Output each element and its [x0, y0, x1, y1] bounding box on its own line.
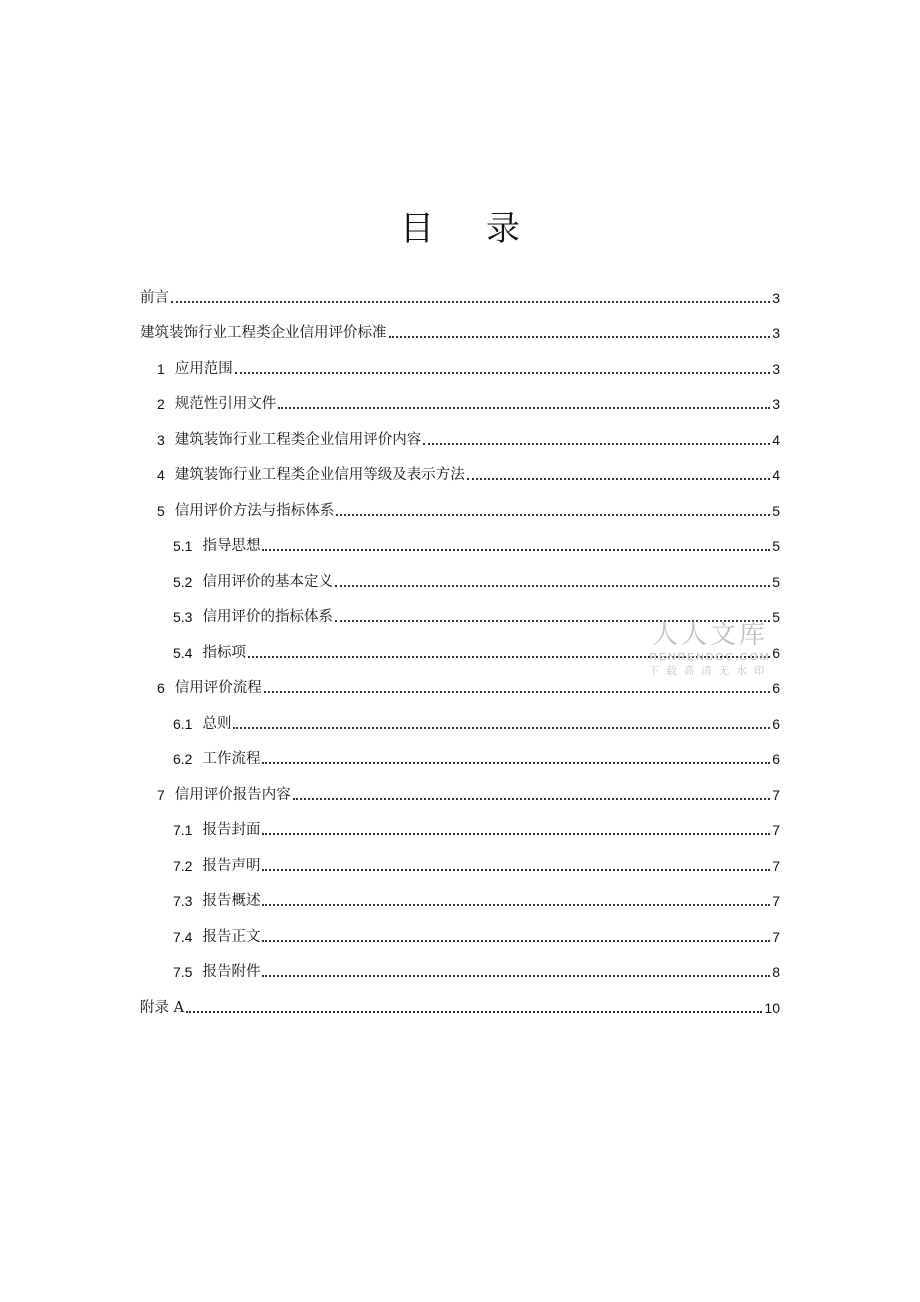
toc-entry-number: 6	[157, 680, 165, 696]
toc-entry-number: 1	[157, 360, 165, 377]
toc-entry-page: 10	[764, 999, 780, 1016]
toc-entry-number: 5.1	[173, 538, 193, 554]
dot-leader	[293, 796, 770, 800]
toc-entry-number: 5.4	[173, 644, 193, 661]
dot-leader	[335, 583, 770, 587]
toc-entry[interactable]	[140, 911, 780, 947]
toc-entry-title: 总则	[202, 715, 232, 732]
toc-entry[interactable]	[140, 876, 780, 912]
toc-entry-page: 7	[772, 893, 780, 909]
toc-entry-number: 2	[157, 396, 165, 412]
toc-entry[interactable]	[140, 947, 780, 983]
toc-entry-page: 7	[772, 928, 780, 945]
toc-entry[interactable]	[140, 663, 780, 699]
dot-leader	[262, 938, 770, 942]
toc-entry-title: 建筑装饰行业工程类企业信用评价标准	[140, 325, 387, 341]
dot-leader	[262, 760, 770, 764]
dot-leader	[262, 547, 770, 551]
toc-entry-title: 报告概述	[202, 893, 261, 909]
toc-entry-number: 7.2	[173, 857, 193, 874]
toc-entry[interactable]	[140, 485, 780, 521]
toc-entry-number: 4	[157, 467, 165, 483]
toc-entry-page: 3	[772, 396, 780, 412]
toc-entry-page: 5	[772, 502, 780, 519]
toc-entry-page: 7	[772, 857, 780, 874]
toc-entry-number: 7	[157, 786, 165, 803]
toc-entry[interactable]	[140, 556, 780, 592]
dot-leader	[262, 973, 770, 977]
toc-entry-number: 7.4	[173, 928, 193, 945]
toc-entry[interactable]	[140, 379, 780, 415]
dot-leader	[278, 405, 770, 409]
toc-entry-page: 4	[772, 467, 780, 483]
watermark-brand: 人人文库	[651, 620, 768, 650]
toc-entry-title: 工作流程	[202, 751, 261, 767]
table-of-contents	[140, 272, 780, 1018]
toc-entry-title: 指标项	[202, 644, 246, 661]
toc-entry-title: 前言	[140, 289, 169, 306]
toc-entry-number: 7.3	[173, 893, 193, 909]
dot-leader	[235, 370, 770, 374]
toc-entry-page: 7	[772, 786, 780, 803]
dot-leader	[262, 902, 770, 906]
toc-entry-title: 指导思想	[202, 538, 261, 554]
watermark-tagline: 下载高清无水印	[648, 665, 772, 677]
dot-leader	[233, 725, 770, 729]
toc-entry-number: 3	[157, 431, 165, 448]
watermark-domain: RENRENDOC.COM	[649, 651, 771, 663]
toc-entry[interactable]	[140, 521, 780, 557]
toc-entry[interactable]	[140, 343, 780, 379]
toc-entry-title: 规范性引用文件	[174, 396, 277, 412]
toc-entry[interactable]	[140, 982, 780, 1018]
toc-entry-number: 7.1	[173, 822, 193, 838]
toc-entry-title: 报告附件	[202, 964, 261, 980]
toc-entry[interactable]	[140, 450, 780, 486]
toc-entry[interactable]	[140, 308, 780, 344]
dot-leader	[336, 512, 770, 516]
toc-entry-page: 6	[772, 680, 780, 696]
toc-entry-page: 5	[772, 609, 780, 625]
toc-entry[interactable]	[140, 840, 780, 876]
dot-leader	[335, 618, 770, 622]
dot-leader	[248, 654, 770, 658]
dot-leader	[389, 334, 771, 338]
toc-entry-number: 7.5	[173, 964, 193, 980]
toc-entry-number: 5	[157, 502, 165, 519]
dot-leader	[171, 299, 770, 303]
toc-entry-page: 5	[772, 573, 780, 590]
toc-entry-title: 建筑装饰行业工程类企业信用评价内容	[174, 431, 422, 448]
toc-entry-title: 报告正文	[202, 928, 261, 945]
toc-entry-page: 7	[772, 822, 780, 838]
toc-entry-page: 3	[772, 289, 780, 306]
toc-entry-title: 信用评价的基本定义	[202, 573, 333, 590]
dot-leader	[262, 831, 770, 835]
toc-entry-page: 3	[772, 325, 780, 341]
toc-entry-number: 5.3	[173, 609, 193, 625]
toc-entry-page: 6	[772, 644, 780, 661]
dot-leader	[262, 867, 770, 871]
toc-entry-number: 6.2	[173, 751, 193, 767]
toc-entry-page: 8	[772, 964, 780, 980]
toc-entry-page: 6	[772, 715, 780, 732]
dot-leader	[423, 441, 770, 445]
toc-entry[interactable]	[140, 698, 780, 734]
toc-entry-title: 报告封面	[202, 822, 261, 838]
toc-entry-title: 应用范围	[174, 360, 233, 377]
toc-entry-title: 信用评价报告内容	[174, 786, 291, 803]
toc-entry-number: 6.1	[173, 715, 193, 732]
toc-entry-page: 6	[772, 751, 780, 767]
toc-entry-page: 4	[772, 431, 780, 448]
dot-leader	[467, 476, 770, 480]
toc-entry[interactable]	[140, 272, 780, 308]
toc-entry-title: 建筑装饰行业工程类企业信用等级及表示方法	[174, 467, 465, 483]
toc-entry-title: 附录 A	[140, 999, 185, 1016]
toc-entry-page: 3	[772, 360, 780, 377]
toc-entry[interactable]	[140, 627, 780, 663]
toc-entry-title: 信用评价流程	[174, 680, 262, 696]
page-title: 目录	[400, 208, 572, 249]
toc-entry[interactable]	[140, 805, 780, 841]
dot-leader	[186, 1009, 762, 1013]
toc-entry-number: 5.2	[173, 573, 193, 590]
toc-entry-page: 5	[772, 538, 780, 554]
toc-entry-title: 信用评价的指标体系	[202, 609, 333, 625]
dot-leader	[264, 689, 770, 693]
toc-entry[interactable]	[140, 734, 780, 770]
toc-entry-title: 报告声明	[202, 857, 261, 874]
toc-entry[interactable]	[140, 769, 780, 805]
toc-entry[interactable]	[140, 414, 780, 450]
toc-entry[interactable]	[140, 592, 780, 628]
toc-entry-title: 信用评价方法与指标体系	[174, 502, 335, 519]
